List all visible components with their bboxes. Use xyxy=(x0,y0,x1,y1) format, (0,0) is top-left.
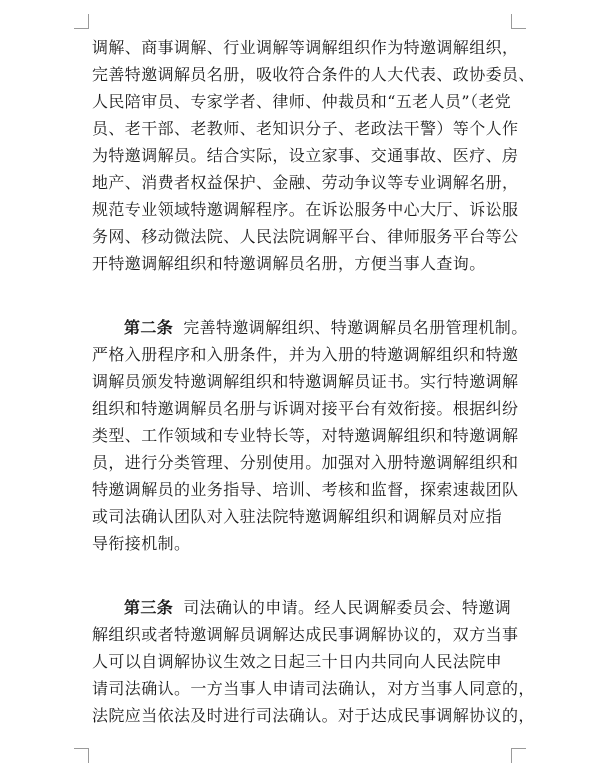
article-3 xyxy=(92,594,535,729)
text-line: 完善特邀调解组织、特邀调解员名册管理机制。 xyxy=(183,318,528,337)
text-line: 请司法确认。一方当事人申请司法确认，对方当事人同意的， xyxy=(92,679,535,698)
text-line: 解组织或者特邀调解员调解达成民事调解协议的，双方当事 xyxy=(92,625,519,644)
text-line: 类型、工作领域和专业特长等，对特邀调解组织和特邀调解 xyxy=(92,426,519,445)
text-line: 员，进行分类管理、分别使用。加强对入册特邀调解组织和 xyxy=(92,453,519,472)
text-line: 地产、消费者权益保护、金融、劳动争议等专业调解名册， xyxy=(92,173,519,192)
text-line: 人可以自调解协议生效之日起三十日内共同向人民法院申 xyxy=(92,652,503,671)
text-line: 导衔接机制。 xyxy=(92,534,191,553)
paragraph-continuation xyxy=(92,34,535,277)
crop-mark-top-right xyxy=(511,14,526,29)
text-line: 务网、移动微法院、人民法院调解平台、律师服务平台等公 xyxy=(92,227,519,246)
text-line: 或司法确认团队对入驻法院特邀调解组织和调解员对应指 xyxy=(92,507,503,526)
text-line: 严格入册程序和入册条件，并为入册的特邀调解组织和特邀 xyxy=(92,345,519,364)
text-line: 调解、商事调解、行业调解等调解组织作为特邀调解组织， xyxy=(92,38,519,57)
text-line: 为特邀调解员。结合实际，设立家事、交通事故、医疗、房 xyxy=(92,146,519,165)
text-line: 人民陪审员、专家学者、律师、仲裁员和“五老人员”（老党 xyxy=(92,92,512,111)
text-line: 开特邀调解组织和特邀调解员名册，方便当事人查询。 xyxy=(92,254,486,273)
article-title: 第三条 xyxy=(124,598,174,617)
article-first-line xyxy=(92,594,532,621)
article-first-line xyxy=(92,314,532,341)
text-line: 规范专业领域特邀调解程序。在诉讼服务中心大厅、诉讼服 xyxy=(92,200,519,219)
crop-mark-top-left xyxy=(74,14,89,29)
text-line: 组织和特邀调解员名册与诉调对接平台有效衔接。根据纠纷 xyxy=(92,399,519,418)
text-line: 特邀调解员的业务指导、培训、考核和监督，探索速裁团队 xyxy=(92,480,519,499)
text-line: 司法确认的申请。经人民调解委员会、特邀调 xyxy=(183,598,512,617)
article-2 xyxy=(92,314,532,557)
text-line: 法院应当依法及时进行司法确认。对于达成民事调解协议的， xyxy=(92,706,535,725)
text-line: 完善特邀调解员名册，吸收符合条件的人大代表、政协委员、 xyxy=(92,65,535,84)
crop-mark-bottom-right xyxy=(511,748,526,763)
text-line: 员、老干部、老教师、老知识分子、老政法干警）等个人作 xyxy=(92,119,519,138)
crop-mark-bottom-left xyxy=(74,748,89,763)
article-title: 第二条 xyxy=(124,318,174,337)
text-line: 调解员颁发特邀调解组织和特邀调解员证书。实行特邀调解 xyxy=(92,372,519,391)
